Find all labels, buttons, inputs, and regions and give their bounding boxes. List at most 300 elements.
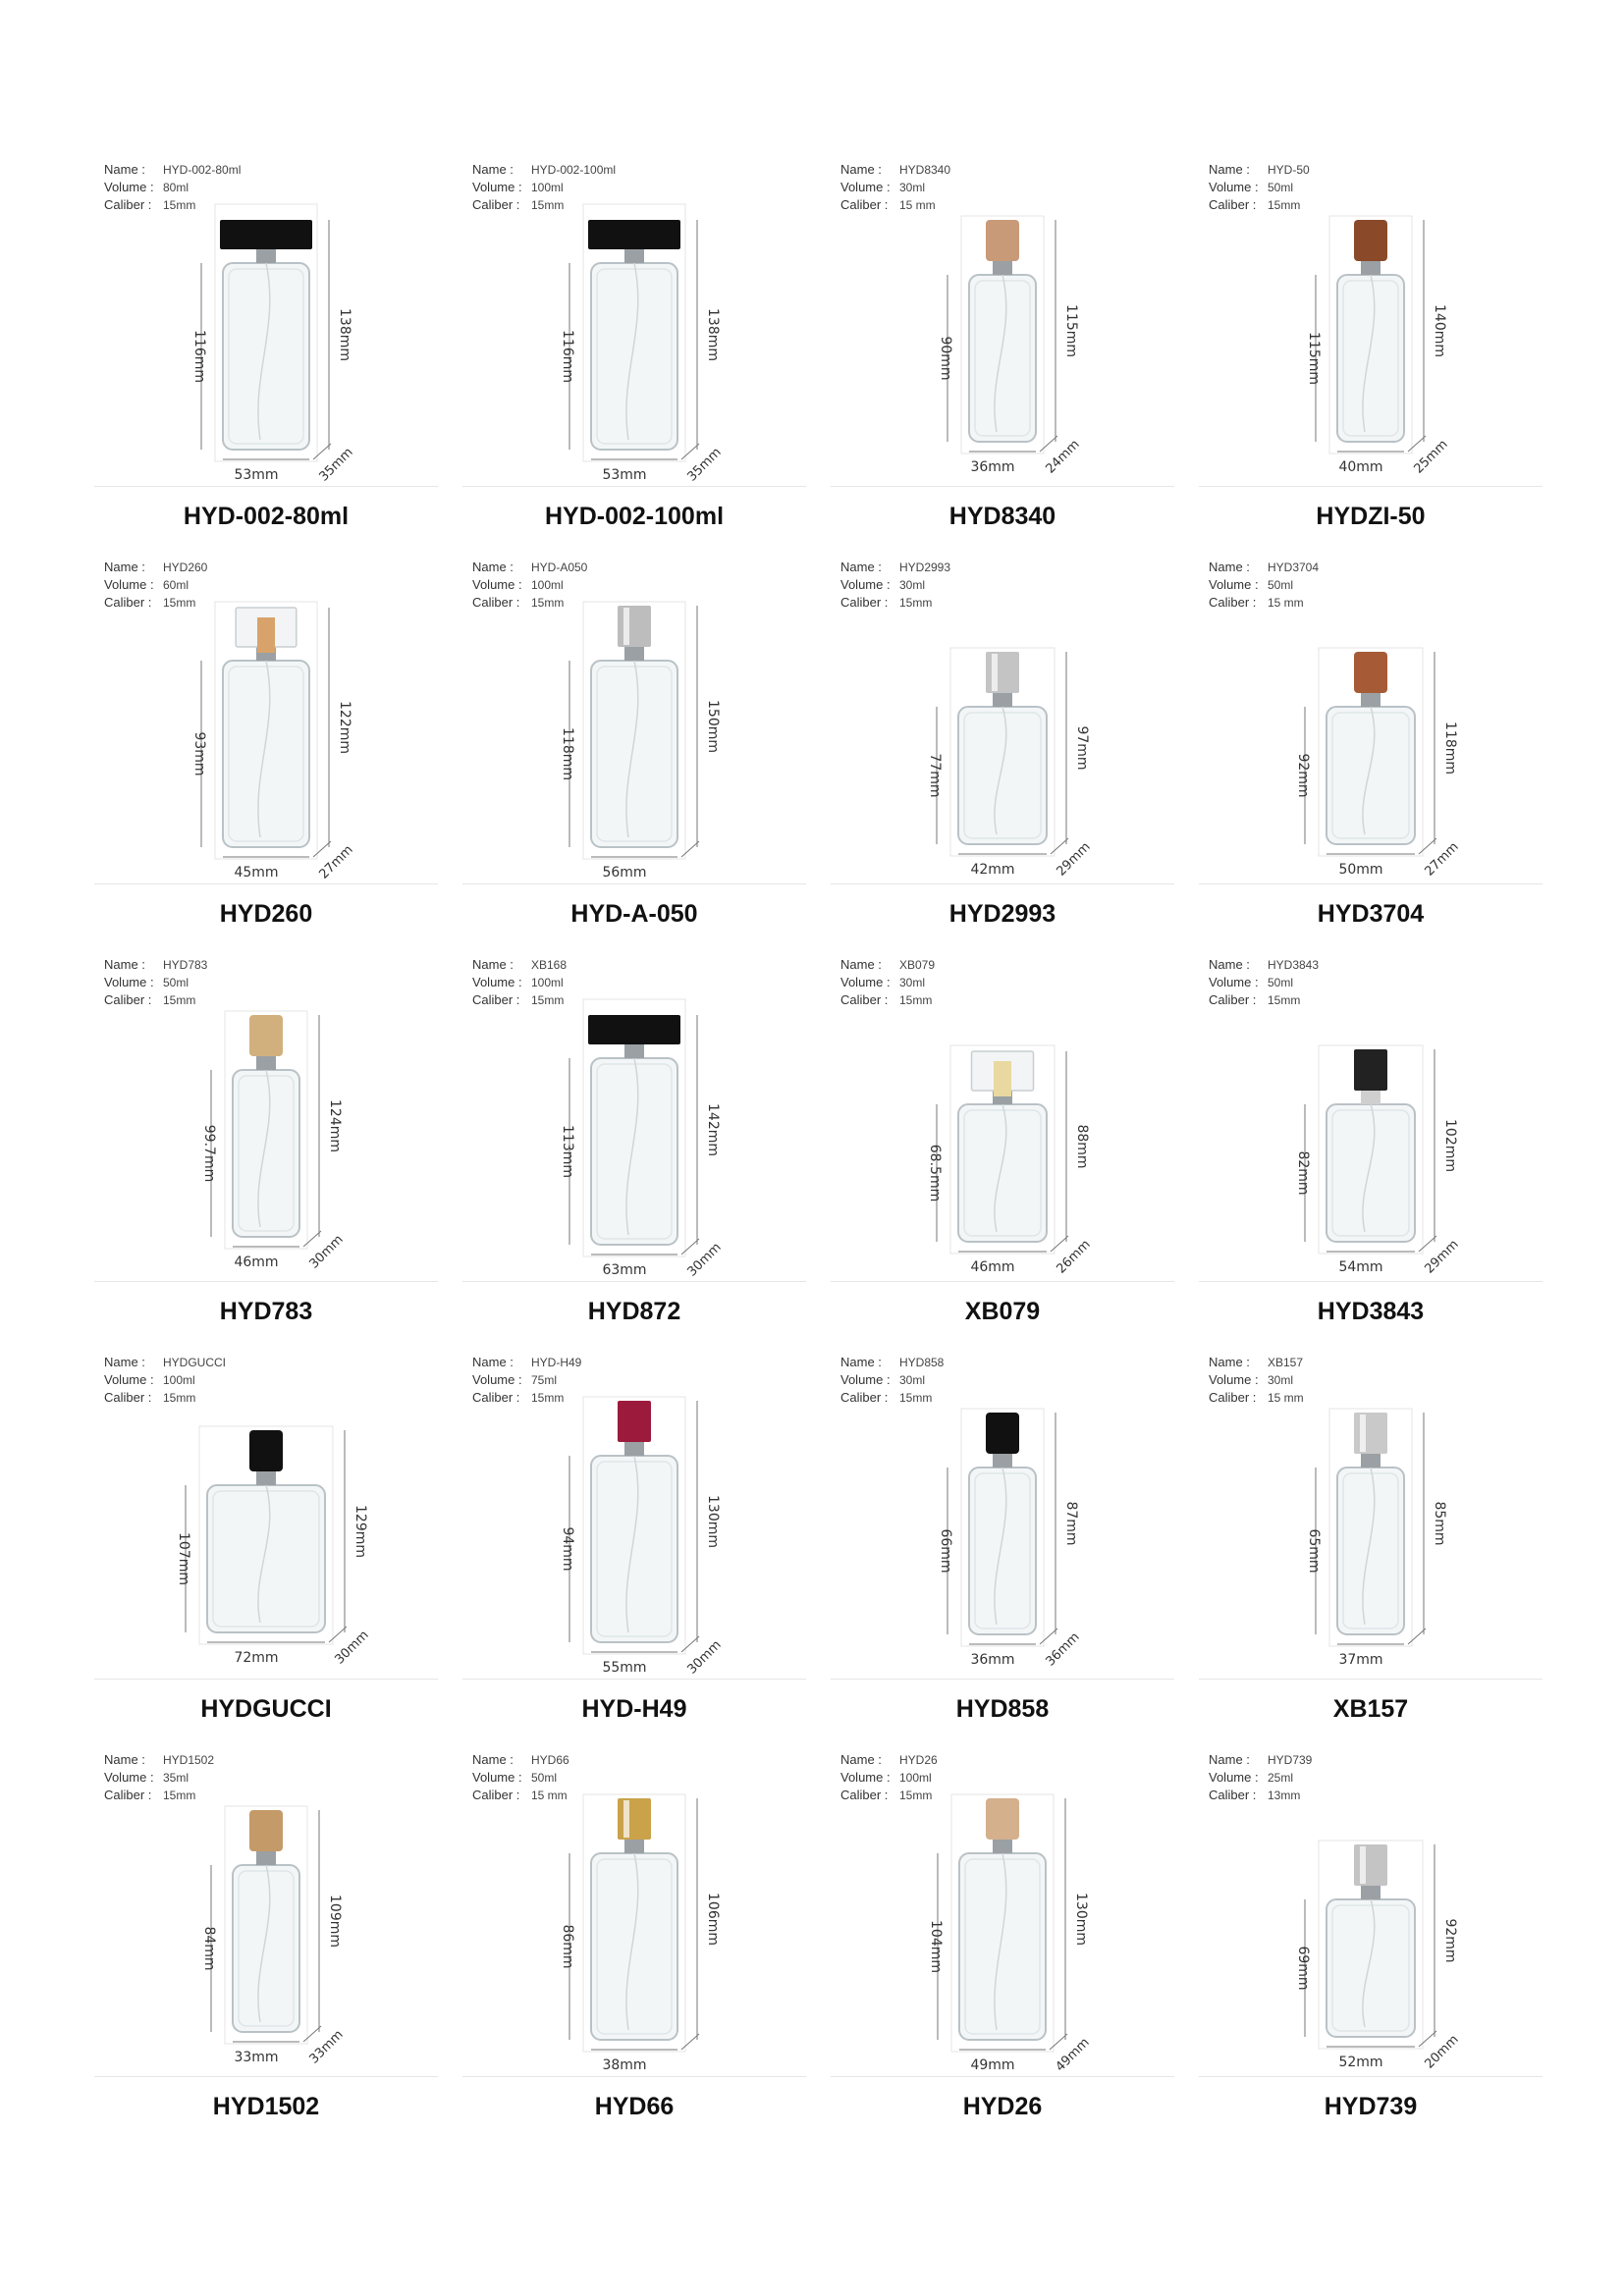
- bottle-body: [969, 275, 1036, 442]
- bottle-cap: [249, 1015, 283, 1056]
- product-card: [831, 545, 1174, 942]
- spec-label: Name :: [472, 560, 514, 574]
- product-title: HYD872: [587, 1298, 681, 1325]
- product-title: HYD26: [962, 2093, 1043, 2120]
- dimension-total-height: 88mm: [1074, 1124, 1090, 1169]
- spec-label: Caliber :: [104, 1788, 152, 1802]
- spec-value: 25ml: [1268, 1771, 1294, 1785]
- product-title: HYD260: [219, 900, 313, 928]
- bottle-body: [1326, 1899, 1415, 2037]
- product-image: [1199, 545, 1543, 884]
- spec-label: Volume :: [840, 1372, 891, 1387]
- spec-label: Volume :: [104, 180, 154, 194]
- spec-label: Caliber :: [472, 197, 520, 212]
- spec-value: HYD3704: [1268, 561, 1320, 574]
- bottle-body: [207, 1485, 325, 1632]
- product-image: [1199, 147, 1543, 487]
- product-card: [1199, 1737, 1543, 2135]
- spec-value: HYD-002-100ml: [531, 163, 617, 177]
- spec-label: Name :: [1209, 560, 1250, 574]
- dimension-inner-height: 99.7mm: [201, 1124, 217, 1183]
- spec-label: Name :: [1209, 1355, 1250, 1369]
- bottle-body: [1337, 275, 1404, 442]
- spec-label: Name :: [840, 1752, 882, 1767]
- spec-label: Volume :: [840, 975, 891, 989]
- product-title: HYDGUCCI: [200, 1695, 332, 1723]
- dimension-inner-height: 118mm: [560, 727, 575, 780]
- spec-value: HYD66: [531, 1753, 569, 1767]
- bottle-body: [233, 1070, 299, 1237]
- bottle-cap: [1354, 1844, 1387, 1886]
- spec-label: Name :: [1209, 162, 1250, 177]
- product-card: [831, 1340, 1174, 1737]
- spec-label: Name :: [840, 560, 882, 574]
- product-card: [94, 1737, 438, 2135]
- product-title: HYD858: [955, 1695, 1050, 1723]
- spec-value: 30ml: [899, 578, 926, 592]
- dimension-inner-height: 116mm: [560, 330, 575, 383]
- spec-label: Volume :: [472, 577, 522, 592]
- dimension-depth: 24mm: [1043, 437, 1083, 477]
- product-card: [462, 1340, 806, 1737]
- bottle-cap: [618, 606, 651, 647]
- spec-label: Volume :: [472, 1770, 522, 1785]
- spec-value: 15mm: [163, 596, 196, 610]
- spec-value: 30ml: [899, 1373, 926, 1387]
- bottle-drawing: [94, 1737, 438, 2076]
- product-card: [1199, 942, 1543, 1340]
- bottle-cap: [588, 1015, 680, 1044]
- spec-label: Volume :: [472, 180, 522, 194]
- spec-label: Volume :: [472, 975, 522, 989]
- bottle-body: [969, 1468, 1036, 1634]
- dimension-width: 36mm: [970, 459, 1015, 475]
- dimension-inner-height: 94mm: [560, 1526, 575, 1572]
- product-card: [1199, 545, 1543, 942]
- spec-value: 15 mm: [1268, 596, 1304, 610]
- product-image: [94, 1737, 438, 2077]
- product-image: [1199, 942, 1543, 1282]
- spec-value: 100ml: [531, 578, 564, 592]
- spec-label: Volume :: [104, 975, 154, 989]
- bottle-body: [958, 1104, 1047, 1242]
- dimension-total-height: 97mm: [1074, 725, 1090, 771]
- product-image: [831, 942, 1174, 1282]
- spec-label: Name :: [104, 957, 145, 972]
- spec-label: Caliber :: [1209, 1390, 1257, 1405]
- bottle-body: [591, 1058, 677, 1245]
- product-card: [1199, 1340, 1543, 1737]
- spec-value: 15mm: [899, 993, 933, 1007]
- dimension-inner-height: 93mm: [191, 731, 207, 776]
- dimension-width: 42mm: [970, 862, 1015, 878]
- dimension-width: 63mm: [602, 1262, 647, 1278]
- product-title: HYDZI-50: [1316, 503, 1426, 530]
- spec-label: Volume :: [840, 577, 891, 592]
- bottle-cap: [986, 652, 1019, 693]
- dimension-total-height: 140mm: [1432, 304, 1447, 357]
- spec-label: Volume :: [104, 1770, 154, 1785]
- dimension-inner-height: 82mm: [1295, 1150, 1311, 1196]
- dimension-width: 46mm: [234, 1255, 279, 1270]
- product-image: [1199, 1340, 1543, 1680]
- bottle-drawing: [1199, 1737, 1543, 2076]
- product-title: HYD3704: [1317, 900, 1425, 928]
- spec-label: Caliber :: [104, 1390, 152, 1405]
- spec-value: 13mm: [1268, 1789, 1301, 1802]
- bottle-drawing: [831, 1340, 1174, 1679]
- dimension-inner-height: 77mm: [927, 753, 943, 798]
- product-image: [94, 147, 438, 487]
- dimension-width: 37mm: [1338, 1652, 1383, 1668]
- spec-label: Caliber :: [840, 1390, 889, 1405]
- spec-label: Name :: [1209, 1752, 1250, 1767]
- bottle-drawing: [94, 942, 438, 1281]
- bottle-body: [223, 263, 309, 450]
- bottle-cap: [249, 1810, 283, 1851]
- product-image: [1199, 1737, 1543, 2077]
- bottle-cap: [618, 1798, 651, 1840]
- spec-value: HYD-50: [1268, 163, 1310, 177]
- spec-value: XB168: [531, 958, 568, 972]
- spec-label: Caliber :: [472, 1788, 520, 1802]
- dimension-depth: 27mm: [1422, 839, 1462, 880]
- bottle-drawing: [462, 1737, 806, 2076]
- spec-value: HYD-A050: [531, 561, 588, 574]
- product-card: [462, 545, 806, 942]
- dimension-inner-height: 104mm: [928, 1920, 944, 1973]
- dimension-depth: 33mm: [306, 2027, 347, 2067]
- product-card: [462, 147, 806, 545]
- dimension-depth: 35mm: [316, 445, 356, 485]
- dimension-inner-height: 86mm: [560, 1924, 575, 1969]
- dimension-total-height: 92mm: [1442, 1918, 1458, 1963]
- product-card: [831, 147, 1174, 545]
- dimension-total-height: 138mm: [705, 308, 721, 361]
- spec-label: Name :: [840, 957, 882, 972]
- product-title: HYD8340: [948, 503, 1056, 530]
- spec-value: 100ml: [163, 1373, 195, 1387]
- product-image: [94, 942, 438, 1282]
- dimension-width: 53mm: [602, 467, 647, 483]
- product-title: HYD2993: [948, 900, 1056, 928]
- dimension-total-height: 106mm: [705, 1893, 721, 1946]
- spec-value: HYD26: [899, 1753, 938, 1767]
- bottle-drawing: [831, 942, 1174, 1281]
- product-card: [94, 147, 438, 545]
- spec-label: Caliber :: [472, 595, 520, 610]
- dimension-inner-height: 92mm: [1295, 753, 1311, 798]
- dimension-inner-height: 107mm: [176, 1532, 191, 1585]
- spec-value: 15 mm: [899, 198, 936, 212]
- spec-value: HYD-002-80ml: [163, 163, 242, 177]
- spec-value: HYDGUCCI: [163, 1356, 227, 1369]
- product-title: HYD66: [594, 2093, 675, 2120]
- bottle-body: [591, 1853, 677, 2040]
- bottle-cap: [986, 1798, 1019, 1840]
- product-card: [462, 1737, 806, 2135]
- bottle-body: [591, 1456, 677, 1642]
- dimension-depth: 25mm: [1411, 437, 1451, 477]
- spec-label: Volume :: [1209, 577, 1259, 592]
- spec-value: 15mm: [531, 596, 565, 610]
- spec-label: Name :: [104, 1355, 145, 1369]
- product-card: [94, 545, 438, 942]
- spec-value: 15 mm: [1268, 1391, 1304, 1405]
- product-image: [462, 942, 806, 1282]
- spec-value: 35ml: [163, 1771, 189, 1785]
- spec-label: Caliber :: [840, 197, 889, 212]
- dimension-inner-height: 69mm: [1295, 1946, 1311, 1991]
- bottle-drawing: [1199, 545, 1543, 883]
- spec-value: HYD8340: [899, 163, 951, 177]
- spec-value: 100ml: [899, 1771, 932, 1785]
- dimension-depth: 30mm: [332, 1628, 372, 1668]
- bottle-cap: [1354, 652, 1387, 693]
- product-title: HYD-H49: [581, 1695, 687, 1723]
- bottle-drawing: [462, 942, 806, 1281]
- bottle-body: [1326, 707, 1415, 844]
- dimension-depth: 26mm: [1054, 1237, 1094, 1277]
- dimension-total-height: 130mm: [705, 1495, 721, 1548]
- product-card: [1199, 147, 1543, 545]
- dimension-total-height: 124mm: [327, 1099, 343, 1152]
- dimension-depth: 30mm: [306, 1232, 347, 1272]
- product-image: [831, 545, 1174, 884]
- bottle-cap: [249, 1430, 283, 1471]
- product-title: XB079: [964, 1298, 1041, 1325]
- dimension-width: 55mm: [602, 1660, 647, 1676]
- dimension-width: 53mm: [234, 467, 279, 483]
- spec-label: Name :: [840, 1355, 882, 1369]
- spec-label: Name :: [104, 1752, 145, 1767]
- dimension-inner-height: 65mm: [1306, 1528, 1322, 1574]
- bottle-body: [223, 661, 309, 847]
- spec-value: 30ml: [1268, 1373, 1294, 1387]
- spec-value: 30ml: [899, 976, 926, 989]
- dimension-depth: 27mm: [316, 842, 356, 882]
- dimension-depth: 29mm: [1054, 839, 1094, 880]
- spec-label: Caliber :: [1209, 197, 1257, 212]
- spec-label: Caliber :: [104, 992, 152, 1007]
- dimension-width: 56mm: [602, 865, 647, 881]
- dimension-total-height: 130mm: [1073, 1893, 1089, 1946]
- product-image: [462, 1340, 806, 1680]
- spec-value: HYD739: [1268, 1753, 1313, 1767]
- spec-value: 50ml: [163, 976, 189, 989]
- spec-label: Volume :: [1209, 180, 1259, 194]
- spec-value: 15mm: [531, 993, 565, 1007]
- product-title: HYD3843: [1317, 1298, 1425, 1325]
- dimension-inner-height: 115mm: [1306, 332, 1322, 385]
- bottle-drawing: [94, 147, 438, 486]
- dimension-width: 45mm: [234, 865, 279, 881]
- product-image: [94, 1340, 438, 1680]
- dimension-depth: 30mm: [684, 1637, 725, 1678]
- spec-value: HYD260: [163, 561, 208, 574]
- dimension-total-height: 138mm: [337, 308, 352, 361]
- product-title: XB157: [1332, 1695, 1409, 1723]
- spec-value: 15mm: [163, 1789, 196, 1802]
- dimension-total-height: 85mm: [1432, 1501, 1447, 1546]
- bottle-cap: [986, 1413, 1019, 1454]
- spec-value: XB079: [899, 958, 936, 972]
- bottle-drawing: [94, 1340, 438, 1679]
- product-image: [831, 1737, 1174, 2077]
- spec-label: Caliber :: [840, 595, 889, 610]
- spec-value: 80ml: [163, 181, 189, 194]
- product-image: [462, 1737, 806, 2077]
- spec-value: 15mm: [1268, 198, 1301, 212]
- spec-label: Name :: [472, 957, 514, 972]
- product-title: HYD1502: [212, 2093, 320, 2120]
- dimension-inner-height: 68.5mm: [927, 1144, 943, 1202]
- dimension-inner-height: 90mm: [938, 336, 953, 381]
- product-card: [94, 942, 438, 1340]
- product-image: [831, 147, 1174, 487]
- product-title: HYD-002-100ml: [544, 503, 725, 530]
- product-image: [831, 1340, 1174, 1680]
- dimension-total-height: 102mm: [1442, 1119, 1458, 1172]
- dimension-depth: 20mm: [1422, 2032, 1462, 2072]
- spec-value: 15mm: [899, 1391, 933, 1405]
- spec-value: 100ml: [531, 976, 564, 989]
- spec-label: Name :: [472, 1752, 514, 1767]
- bottle-drawing: [831, 545, 1174, 883]
- product-title: HYD-A-050: [570, 900, 698, 928]
- spec-value: 15 mm: [531, 1789, 568, 1802]
- bottle-cap: [618, 1401, 651, 1442]
- spec-label: Name :: [104, 162, 145, 177]
- spec-label: Volume :: [1209, 1770, 1259, 1785]
- spec-value: 15mm: [163, 1391, 196, 1405]
- product-image: [462, 545, 806, 884]
- dimension-total-height: 142mm: [705, 1103, 721, 1156]
- bottle-drawing: [462, 545, 806, 883]
- bottle-cap: [588, 220, 680, 249]
- spec-value: HYD858: [899, 1356, 945, 1369]
- dimension-width: 72mm: [234, 1650, 279, 1666]
- spec-label: Caliber :: [472, 992, 520, 1007]
- spec-value: HYD2993: [899, 561, 951, 574]
- spec-value: HYD-H49: [531, 1356, 582, 1369]
- dimension-total-height: 87mm: [1063, 1501, 1079, 1546]
- spec-label: Caliber :: [472, 1390, 520, 1405]
- dimension-inner-height: 84mm: [201, 1926, 217, 1971]
- product-card: [94, 1340, 438, 1737]
- spec-label: Name :: [472, 162, 514, 177]
- spec-value: 15mm: [1268, 993, 1301, 1007]
- dimension-width: 49mm: [970, 2057, 1015, 2073]
- spec-label: Caliber :: [104, 595, 152, 610]
- dimension-width: 36mm: [970, 1652, 1015, 1668]
- dimension-total-height: 122mm: [337, 701, 352, 754]
- dimension-width: 38mm: [602, 2057, 647, 2073]
- product-title: HYD739: [1324, 2093, 1418, 2120]
- spec-label: Name :: [840, 162, 882, 177]
- bottle-body: [233, 1865, 299, 2032]
- spec-label: Caliber :: [104, 197, 152, 212]
- spec-label: Volume :: [1209, 1372, 1259, 1387]
- spec-label: Volume :: [104, 577, 154, 592]
- dimension-depth: 36mm: [1043, 1629, 1083, 1670]
- bottle-drawing: [1199, 1340, 1543, 1679]
- dimension-total-height: 109mm: [327, 1895, 343, 1948]
- spec-value: 15mm: [163, 198, 196, 212]
- dimension-total-height: 129mm: [352, 1505, 368, 1558]
- spec-label: Caliber :: [1209, 1788, 1257, 1802]
- spec-label: Name :: [104, 560, 145, 574]
- bottle-drawing: [1199, 147, 1543, 486]
- dimension-depth: 30mm: [684, 1240, 725, 1280]
- dimension-total-height: 118mm: [1442, 721, 1458, 774]
- product-title: HYD783: [219, 1298, 313, 1325]
- dimension-width: 54mm: [1338, 1259, 1383, 1275]
- spec-value: 15mm: [531, 198, 565, 212]
- bottle-cap: [986, 220, 1019, 261]
- product-title: HYD-002-80ml: [183, 503, 350, 530]
- bottle-body: [591, 263, 677, 450]
- bottle-body: [958, 707, 1047, 844]
- bottle-drawing: [1199, 942, 1543, 1281]
- spec-value: 15mm: [899, 596, 933, 610]
- spec-value: 50ml: [1268, 578, 1294, 592]
- bottle-body: [1326, 1104, 1415, 1242]
- spec-value: HYD1502: [163, 1753, 215, 1767]
- spec-value: HYD3843: [1268, 958, 1320, 972]
- dimension-total-height: 150mm: [705, 700, 721, 753]
- spec-value: 15mm: [899, 1789, 933, 1802]
- spec-label: Caliber :: [1209, 595, 1257, 610]
- product-card: [831, 942, 1174, 1340]
- spec-label: Name :: [1209, 957, 1250, 972]
- bottle-cap: [1354, 1049, 1387, 1091]
- dimension-width: 46mm: [970, 1259, 1015, 1275]
- dimension-depth: 29mm: [1422, 1237, 1462, 1277]
- spec-label: Volume :: [1209, 975, 1259, 989]
- product-card: [831, 1737, 1174, 2135]
- spec-value: 60ml: [163, 578, 189, 592]
- spec-label: Volume :: [840, 180, 891, 194]
- dimension-inner-height: 116mm: [191, 330, 207, 383]
- dimension-inner-height: 66mm: [938, 1528, 953, 1574]
- spec-label: Volume :: [840, 1770, 891, 1785]
- spec-value: XB157: [1268, 1356, 1304, 1369]
- dimension-width: 52mm: [1338, 2055, 1383, 2070]
- product-card: [462, 942, 806, 1340]
- spec-value: 50ml: [1268, 976, 1294, 989]
- bottle-drawing: [831, 1737, 1174, 2076]
- dimension-width: 50mm: [1338, 862, 1383, 878]
- bottle-body: [959, 1853, 1046, 2040]
- spec-value: 75ml: [531, 1373, 558, 1387]
- spec-label: Volume :: [472, 1372, 522, 1387]
- spec-label: Name :: [472, 1355, 514, 1369]
- spec-value: HYD783: [163, 958, 208, 972]
- dimension-depth: 49mm: [1053, 2035, 1093, 2075]
- bottle-cap: [1354, 1413, 1387, 1454]
- bottle-cap: [1354, 220, 1387, 261]
- dimension-width: 33mm: [234, 2050, 279, 2065]
- spec-value: 15mm: [163, 993, 196, 1007]
- spec-value: 50ml: [1268, 181, 1294, 194]
- spec-value: 30ml: [899, 181, 926, 194]
- spec-label: Caliber :: [1209, 992, 1257, 1007]
- bottle-drawing: [462, 147, 806, 486]
- product-image: [462, 147, 806, 487]
- bottle-drawing: [462, 1340, 806, 1679]
- dimension-width: 40mm: [1338, 459, 1383, 475]
